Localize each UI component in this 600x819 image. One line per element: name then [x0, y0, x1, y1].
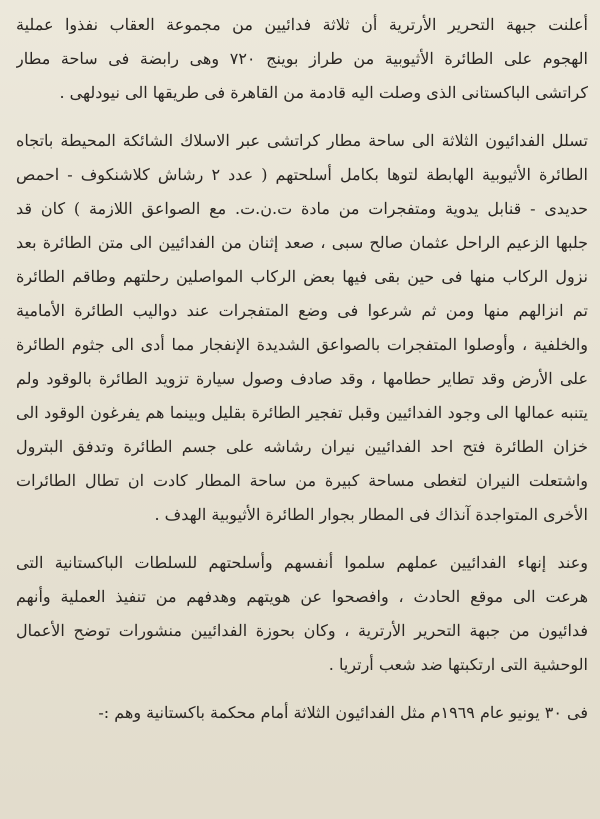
text-line: جلبها الزعيم الراحل عثمان صالح سبى ، صعد إثنان من الفدائيين الى متن الطائرة بعد [16, 233, 588, 252]
paragraph-announcement [16, 8, 588, 110]
text-line: الوحشية التى ارتكبتها ضد شعب أرتريا . [328, 655, 588, 674]
text-line: تسلل الفدائيون الثلاثة الى ساحة مطار كراتشى عبر الاسلاك الشائكة المحيطة باتجاه [16, 131, 588, 150]
text-line: تم انزالهم منها ومن ثم شرعوا فى وضع المتفجرات عند دواليب الطائرة الأمامية [16, 301, 588, 320]
text-line: الأخرى المتواجدة آنذاك فى المطار بجوار الطائرة الأثيوبية الهدف . [154, 505, 588, 524]
text-line: خزان الطائرة فتح احد الفدائيين نيران رشاشه على جسم الطائرة وتدفق البترول [16, 437, 588, 456]
paragraph-gap [16, 110, 588, 124]
text-line: يتنبه عمالها الى وجود الفدائيين وقبل تفجير الطائرة بقليل وبينما هم يفرغون الوقود الى [16, 403, 588, 422]
text-line: فدائيون من جبهة التحرير الأرترية ، وكان بحوزة الفدائيين منشورات توضح الأعمال [16, 621, 588, 640]
paragraph-surrender [16, 546, 588, 682]
text-line: والخلفية ، وأوصلوا المتفجرات بالصواعق الشديدة الإنفجار مما أدى الى جثوم الطائرة [16, 335, 588, 354]
text-line: واشتعلت النيران لتغطى مساحة كبيرة من ساحة المطار كادت ان تطال الطائرات [16, 471, 588, 490]
text-line: فى ٣٠ يونيو عام ١٩٦٩م مثل الفدائيون الثلاثة أمام محكمة باكستانية وهم :- [98, 703, 588, 722]
text-line: نزول الركاب منها فى حين بقى فيها بعض الركاب المواصلين رحلتهم وطاقم الطائرة [16, 267, 588, 286]
text-line: هرعت الى موقع الحادث ، وافصحوا عن هويتهم وهدفهم من تنفيذ العملية وأنهم [16, 587, 588, 606]
text-line: الطائرة الأثيوبية الهابطة لتوها بكامل أسلحتهم ( عدد ٢ رشاش كلاشنكوف - احمص [16, 165, 588, 184]
text-line: كراتشى الباكستانى الذى وصلت اليه قادمة من القاهرة فى طريقها الى نيودلهى . [59, 83, 588, 102]
text-line: أعلنت جبهة التحرير الأرترية أن ثلاثة فدائيين من مجموعة العقاب نفذوا عملية [16, 15, 588, 34]
paragraph-gap [16, 682, 588, 696]
text-line: وعند إنهاء الفدائيين عملهم سلموا أنفسهم وأسلحتهم للسلطات الباكستانية التى [16, 553, 588, 572]
text-line: على الأرض وقد تطاير حطامها ، وقد صادف وصول سيارة تزويد الطائرة بالوقود ولم [16, 369, 588, 388]
paragraph-operation [16, 124, 588, 532]
text-line: الهجوم على الطائرة الأثيوبية من طراز بوينج ٧٢٠ وهى رابضة فى ساحة مطار [16, 49, 588, 68]
text-line: حديدى - قنابل يدوية ومتفجرات من مادة ت.ن.ت. مع الصواعق اللازمة ) كان قد [16, 199, 588, 218]
paragraph-trial [16, 696, 588, 730]
paragraph-gap [16, 532, 588, 546]
